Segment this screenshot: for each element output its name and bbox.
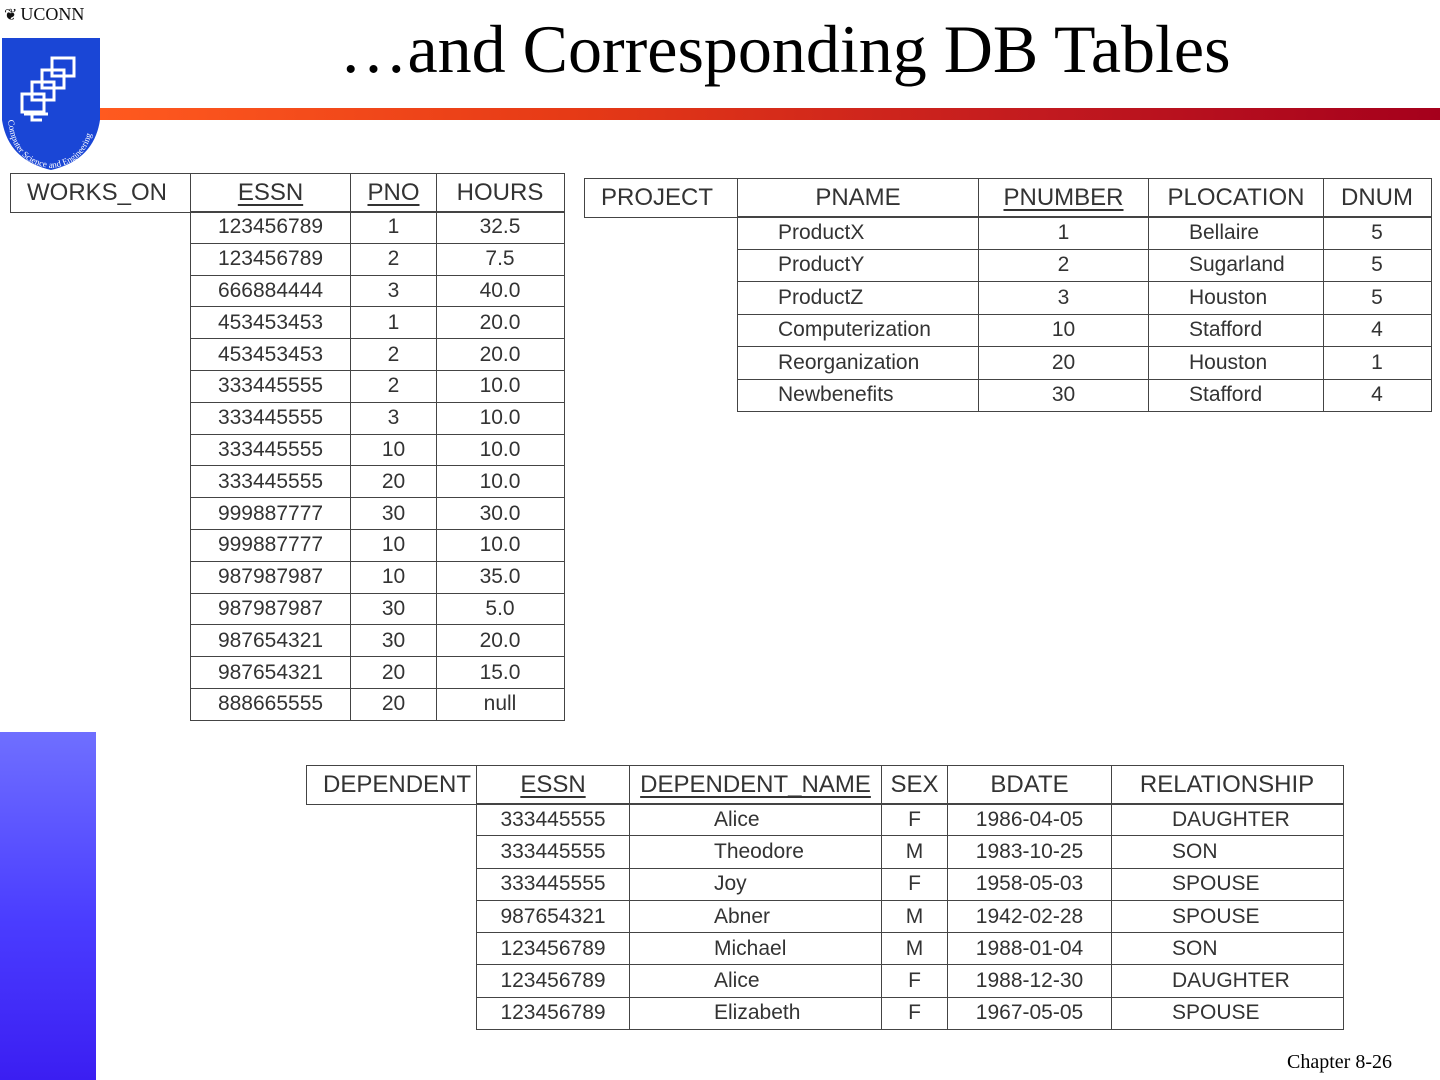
table-cell: 20 xyxy=(979,347,1149,379)
table-cell: ProductX xyxy=(738,217,979,249)
table-cell: 1967-05-05 xyxy=(948,998,1112,1029)
table-cell: 123456789 xyxy=(477,965,630,996)
table-cell: 30 xyxy=(979,380,1149,412)
table-cell: SON xyxy=(1172,936,1218,960)
table-cell: 30 xyxy=(351,498,437,529)
table-row xyxy=(191,370,564,402)
table-row xyxy=(477,868,1343,900)
table-cell: 999887777 xyxy=(191,530,351,561)
table-cell: ProductZ xyxy=(738,282,979,314)
table-cell: Houston xyxy=(1149,282,1324,314)
table-cell: Alice xyxy=(630,804,882,835)
project-col-pnumber: PNUMBER xyxy=(979,179,1149,217)
dependent-header xyxy=(306,765,1344,805)
oak-leaf-icon: ❦ xyxy=(4,7,18,24)
table-row xyxy=(191,465,564,497)
table-cell: 333445555 xyxy=(191,403,351,434)
table-row xyxy=(191,402,564,434)
table-cell: Stafford xyxy=(1149,315,1324,347)
works-on-name: WORKS_ON xyxy=(11,174,191,212)
dependent-col-dependent-name: DEPENDENT_NAME xyxy=(630,766,882,804)
slide-number: Chapter 8-26 xyxy=(1287,1051,1392,1073)
table-row xyxy=(191,688,564,720)
table-row xyxy=(191,243,564,275)
slide-title: …and Corresponding DB Tables xyxy=(339,11,1231,87)
table-cell: F xyxy=(882,804,948,835)
table-cell: SPOUSE xyxy=(1172,872,1260,896)
table-cell: 333445555 xyxy=(477,836,630,867)
project-header xyxy=(584,178,1432,218)
table-cell: 2 xyxy=(351,339,437,370)
table-row xyxy=(191,211,564,243)
table-row xyxy=(738,314,1431,347)
table-cell: 5.0 xyxy=(485,596,515,620)
table-cell: 123456789 xyxy=(191,212,351,243)
table-cell: 20.0 xyxy=(479,628,521,652)
project-col-pname: PNAME xyxy=(738,179,979,217)
table-cell: 20 xyxy=(351,466,437,497)
table-cell: 1942-02-28 xyxy=(948,901,1112,932)
project-body xyxy=(737,216,1432,412)
table-cell: 5 xyxy=(1371,285,1383,309)
works-on-col-hours: HOURS xyxy=(456,179,544,206)
table-cell: 123456789 xyxy=(477,998,630,1029)
uconn-logo xyxy=(0,0,102,170)
table-cell: 2 xyxy=(351,244,437,275)
table-row xyxy=(191,306,564,338)
table-cell: ProductY xyxy=(738,250,979,282)
table-cell: 333445555 xyxy=(191,466,351,497)
table-cell: SON xyxy=(1172,839,1218,863)
table-cell: 987987987 xyxy=(191,594,351,625)
table-cell: 333445555 xyxy=(191,435,351,466)
table-cell: 333445555 xyxy=(477,869,630,900)
table-cell: M xyxy=(882,836,948,867)
table-row xyxy=(477,997,1343,1029)
table-row xyxy=(738,281,1431,314)
table-cell: 7.5 xyxy=(485,247,515,271)
table-row xyxy=(191,529,564,561)
table-row xyxy=(191,434,564,466)
table-cell: 10.0 xyxy=(479,437,521,461)
table-cell: F xyxy=(882,869,948,900)
table-row xyxy=(738,249,1431,282)
table-cell: 20 xyxy=(351,689,437,720)
table-cell: 1988-12-30 xyxy=(948,965,1112,996)
table-cell: 987654321 xyxy=(191,625,351,656)
table-row xyxy=(477,964,1343,996)
table-cell: 1983-10-25 xyxy=(948,836,1112,867)
table-cell: 10.0 xyxy=(479,374,521,398)
table-cell: 1958-05-03 xyxy=(948,869,1112,900)
table-cell: Alice xyxy=(630,965,882,996)
project-col-dnum: DNUM xyxy=(1341,184,1413,211)
table-cell: Abner xyxy=(630,901,882,932)
table-row xyxy=(191,275,564,307)
table-cell: 1988-01-04 xyxy=(948,933,1112,964)
dependent-body xyxy=(476,803,1344,1030)
table-cell: 3 xyxy=(351,276,437,307)
table-cell: 888665555 xyxy=(191,689,351,720)
table-cell: 10.0 xyxy=(479,406,521,430)
table-cell: 3 xyxy=(351,403,437,434)
dependent-col-sex: SEX xyxy=(882,766,948,804)
table-row xyxy=(738,216,1431,249)
table-cell: M xyxy=(882,901,948,932)
table-cell: 1986-04-05 xyxy=(948,804,1112,835)
table-cell: 10.0 xyxy=(479,533,521,557)
table-cell: 2 xyxy=(979,250,1149,282)
works-on-col-essn: ESSN xyxy=(191,174,351,212)
table-cell: SPOUSE xyxy=(1172,904,1260,928)
table-cell: 10 xyxy=(979,315,1149,347)
dependent-name: DEPENDENT xyxy=(307,766,477,804)
project-name: PROJECT xyxy=(585,179,738,217)
table-cell: 1 xyxy=(351,212,437,243)
table-cell: 10 xyxy=(351,562,437,593)
table-cell: 30 xyxy=(351,594,437,625)
table-cell: Michael xyxy=(630,933,882,964)
table-row xyxy=(477,932,1343,964)
table-cell: 1 xyxy=(351,307,437,338)
table-cell: 20.0 xyxy=(479,342,521,366)
svg-text:Computer Science and Engineeri: Computer Science and Engineering xyxy=(5,119,94,170)
table-cell: 453453453 xyxy=(191,339,351,370)
table-row xyxy=(191,497,564,529)
table-cell: 5 xyxy=(1371,253,1383,277)
table-cell: 4 xyxy=(1371,318,1383,342)
table-cell: Joy xyxy=(630,869,882,900)
table-cell: 10.0 xyxy=(479,469,521,493)
table-cell: 2 xyxy=(351,371,437,402)
table-cell: 1 xyxy=(979,217,1149,249)
table-cell: 35.0 xyxy=(479,565,521,589)
table-cell: 30 xyxy=(351,625,437,656)
table-cell: DAUGHTER xyxy=(1172,807,1290,831)
dependent-col-essn: ESSN xyxy=(477,766,630,804)
table-cell: 999887777 xyxy=(191,498,351,529)
table-cell: 10 xyxy=(351,435,437,466)
table-cell: 666884444 xyxy=(191,276,351,307)
dependent-col-relationship: RELATIONSHIP xyxy=(1139,771,1315,798)
table-cell: null xyxy=(483,692,517,716)
table-cell: DAUGHTER xyxy=(1172,969,1290,993)
table-cell: 987987987 xyxy=(191,562,351,593)
table-row xyxy=(191,561,564,593)
cse-shield-icon xyxy=(2,38,100,170)
table-cell: Elizabeth xyxy=(630,998,882,1029)
table-row xyxy=(191,624,564,656)
table-cell: Computerization xyxy=(738,315,979,347)
table-cell: 1 xyxy=(1371,350,1383,374)
table-row xyxy=(191,338,564,370)
table-cell: Houston xyxy=(1149,347,1324,379)
table-row xyxy=(477,803,1343,835)
table-cell: 32.5 xyxy=(479,215,521,239)
table-cell: 5 xyxy=(1371,220,1383,244)
table-cell: Sugarland xyxy=(1149,250,1324,282)
header-gradient-bar xyxy=(100,108,1440,120)
table-cell: 20 xyxy=(351,657,437,688)
works-on-header xyxy=(10,173,565,213)
table-row xyxy=(477,900,1343,932)
table-cell: Bellaire xyxy=(1149,217,1324,249)
table-cell: 40.0 xyxy=(479,278,521,302)
table-cell: 333445555 xyxy=(477,804,630,835)
table-cell: Theodore xyxy=(630,836,882,867)
works-on-col-pno: PNO xyxy=(351,174,437,212)
project-col-plocation: PLOCATION xyxy=(1149,179,1324,217)
table-cell: 4 xyxy=(1371,383,1383,407)
table-cell: F xyxy=(882,965,948,996)
table-row xyxy=(477,835,1343,867)
table-cell: 123456789 xyxy=(191,244,351,275)
uconn-wordmark: ❦ UCONN xyxy=(4,4,85,24)
table-cell: SPOUSE xyxy=(1172,1001,1260,1025)
table-cell: 20.0 xyxy=(479,310,521,334)
table-cell: M xyxy=(882,933,948,964)
table-row xyxy=(191,593,564,625)
works-on-body xyxy=(190,211,565,721)
table-cell: 123456789 xyxy=(477,933,630,964)
table-cell: F xyxy=(882,998,948,1029)
dependent-col-bdate: BDATE xyxy=(948,766,1112,804)
table-row xyxy=(738,346,1431,379)
table-cell: 987654321 xyxy=(191,657,351,688)
table-cell: 3 xyxy=(979,282,1149,314)
side-color-bar xyxy=(0,732,96,1080)
table-cell: 30.0 xyxy=(479,501,521,525)
table-cell: 333445555 xyxy=(191,371,351,402)
table-cell: 453453453 xyxy=(191,307,351,338)
table-cell: Stafford xyxy=(1149,380,1324,412)
table-cell: 10 xyxy=(351,530,437,561)
table-cell: Newbenefits xyxy=(738,380,979,412)
table-cell: 987654321 xyxy=(477,901,630,932)
table-cell: Reorganization xyxy=(738,347,979,379)
table-row xyxy=(191,656,564,688)
table-cell: 15.0 xyxy=(479,660,521,684)
table-row xyxy=(738,379,1431,412)
